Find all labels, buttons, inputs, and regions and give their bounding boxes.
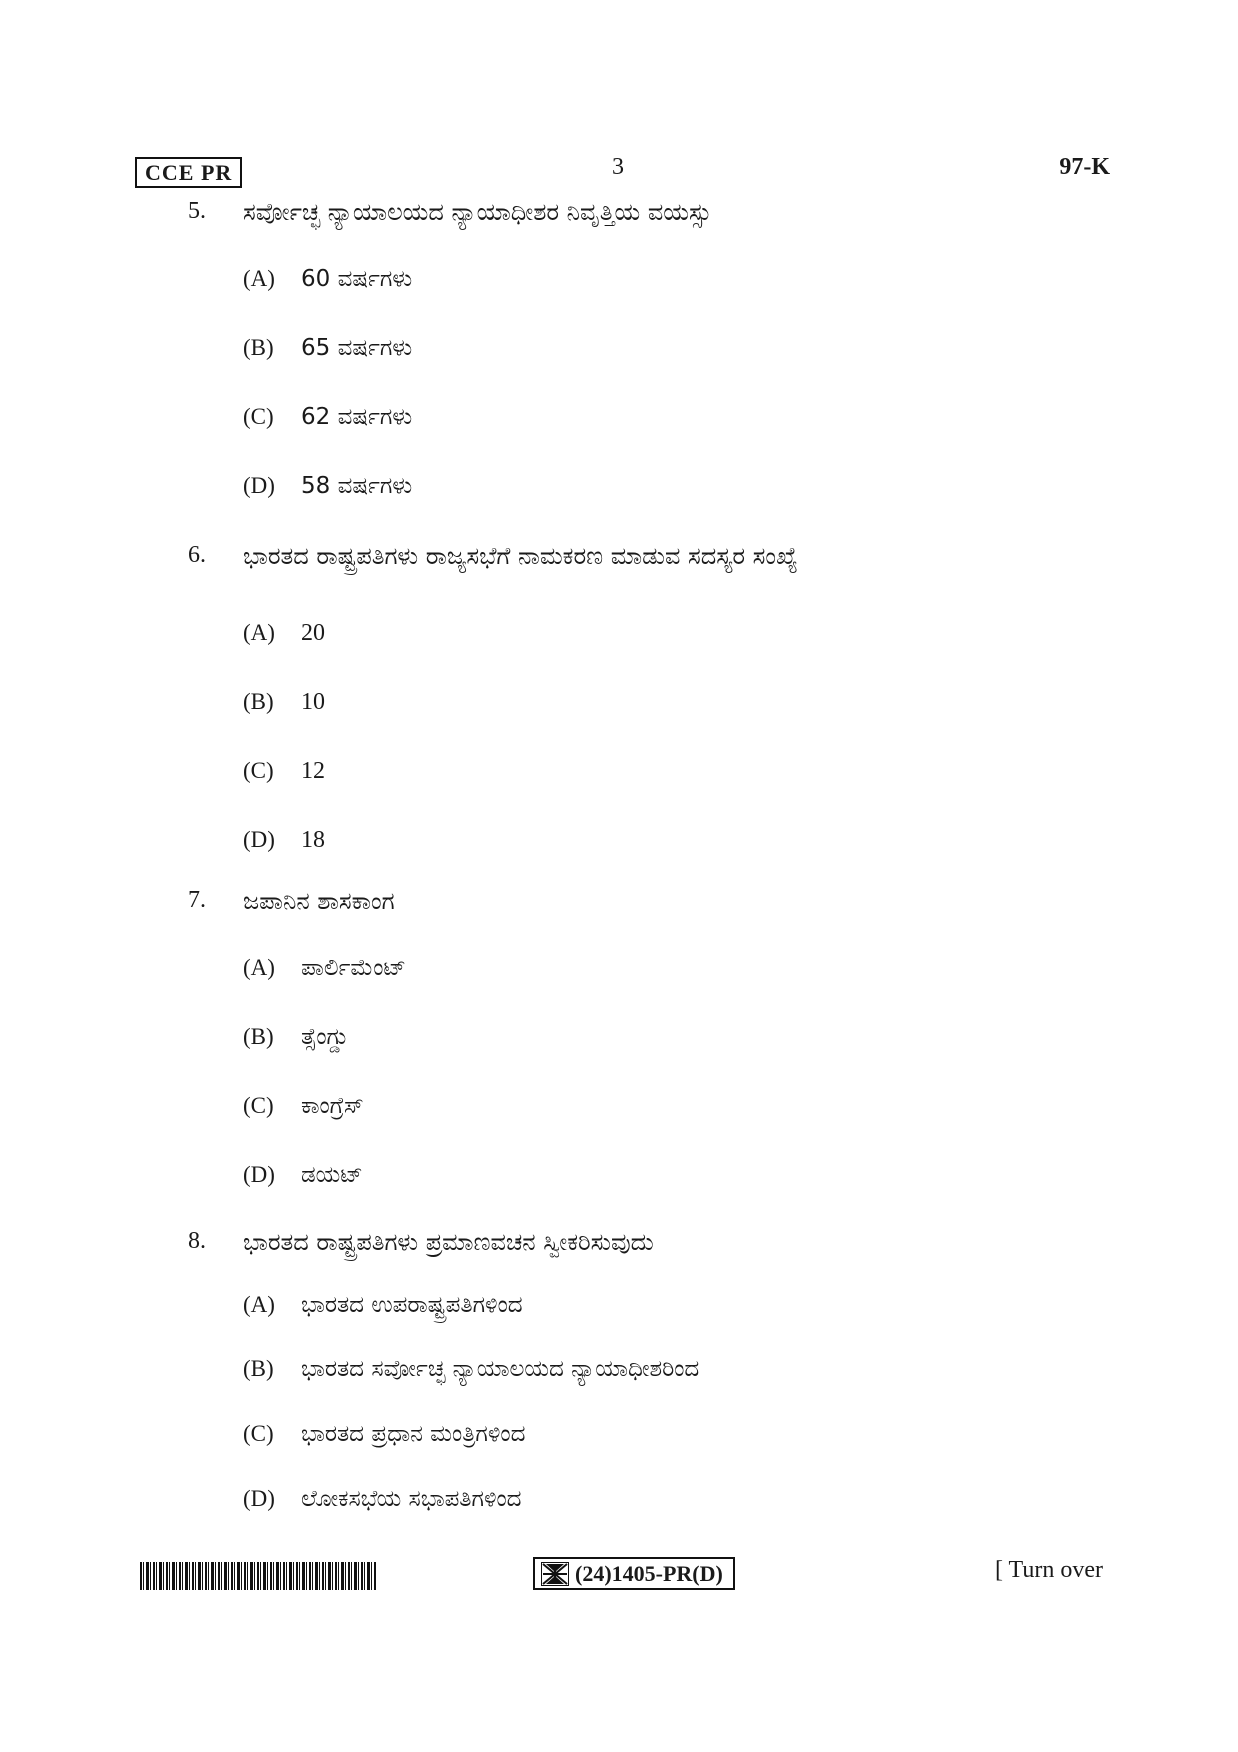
option-5c <box>0 404 1238 436</box>
booklet-emblem-icon <box>541 1562 569 1586</box>
option-5d <box>0 473 1238 505</box>
option-6b <box>0 689 1238 721</box>
option-text: ಭಾರತದ ಸರ್ವೋಚ್ಛ ನ್ಯಾಯಾಲಯದ ನ್ಯಾಯಾಧೀಶರಿಂದ <box>301 1356 700 1382</box>
option-letter: (A) <box>243 955 275 980</box>
option-letter: (D) <box>243 827 275 852</box>
paper-code: 97-K <box>1059 154 1110 180</box>
option-letter: (D) <box>243 1162 275 1187</box>
question-number: 6. <box>188 542 206 568</box>
option-letter: (B) <box>243 1024 274 1049</box>
option-text: ತ್ಸೆಂಗ್ಡು <box>301 1024 349 1050</box>
option-6a <box>0 620 1238 652</box>
question-text: ಭಾರತದ ರಾಷ್ಟ್ರಪತಿಗಳು ರಾಜ್ಯಸಭೆಗೆ ನಾಮಕರಣ ಮಾಡುವ ಸದಸ್ಯರ ಸಂಖ್ಯೆ <box>243 542 798 570</box>
option-7d <box>0 1162 1238 1194</box>
option-text: 10 <box>301 689 325 715</box>
question-text: ಸರ್ವೋಚ್ಛ ನ್ಯಾಯಾಲಯದ ನ್ಯಾಯಾಧೀಶರ ನಿವೃತ್ತಿಯ ವಯಸ್ಸು <box>243 198 712 226</box>
option-text: ಭಾರತದ ಪ್ರಧಾನ ಮಂತ್ರಿಗಳಿಂದ <box>301 1421 526 1447</box>
question-text: ಭಾರತದ ರಾಷ್ಟ್ರಪತಿಗಳು ಪ್ರಮಾಣವಚನ ಸ್ವೀಕರಿಸುವುದು <box>243 1228 654 1256</box>
option-letter: (C) <box>243 404 274 429</box>
booklet-code-box <box>533 1557 735 1590</box>
option-text: ಲೋಕಸಭೆಯ ಸಭಾಪತಿಗಳಿಂದ <box>301 1486 522 1512</box>
option-letter: (A) <box>243 620 275 645</box>
option-letter: (C) <box>243 758 274 783</box>
option-8d <box>0 1486 1238 1518</box>
option-text: 62 ವರ್ಷಗಳು <box>301 404 413 430</box>
option-text: 18 <box>301 827 325 853</box>
option-6d <box>0 827 1238 859</box>
option-7a <box>0 955 1238 987</box>
option-text: 20 <box>301 620 325 646</box>
option-letter: (B) <box>243 689 274 714</box>
option-letter: (B) <box>243 1356 274 1381</box>
option-text: 65 ವರ್ಷಗಳು <box>301 335 413 361</box>
option-7b <box>0 1024 1238 1056</box>
booklet-code: (24)1405-PR(D) <box>575 1561 723 1586</box>
question-number: 8. <box>188 1228 206 1254</box>
option-6c <box>0 758 1238 790</box>
option-letter: (B) <box>243 335 274 360</box>
option-8b <box>0 1356 1238 1388</box>
option-5a <box>0 266 1238 298</box>
option-8a <box>0 1292 1238 1324</box>
option-letter: (C) <box>243 1093 274 1118</box>
option-8c <box>0 1421 1238 1453</box>
barcode <box>140 1562 376 1590</box>
option-text: 12 <box>301 758 325 784</box>
option-letter: (D) <box>243 1486 275 1511</box>
turn-over-label: [ Turn over <box>994 1557 1103 1583</box>
option-7c <box>0 1093 1238 1125</box>
option-letter: (C) <box>243 1421 274 1446</box>
question-number: 7. <box>188 887 206 913</box>
option-letter: (D) <box>243 473 275 498</box>
header-subject-code: CCE PR <box>135 157 242 188</box>
option-text: 58 ವರ್ಷಗಳು <box>301 473 413 499</box>
option-text: ಭಾರತದ ಉಪರಾಷ್ಟ್ರಪತಿಗಳಿಂದ <box>301 1292 523 1318</box>
option-letter: (A) <box>243 266 275 291</box>
option-letter: (A) <box>243 1292 275 1317</box>
question-text: ಜಪಾನಿನ ಶಾಸಕಾಂಗ <box>243 887 395 915</box>
option-text: 60 ವರ್ಷಗಳು <box>301 266 413 292</box>
option-text: ಡಯಟ್ <box>301 1162 363 1188</box>
option-5b <box>0 335 1238 367</box>
option-text: ಕಾಂಗ್ರೆಸ್ <box>301 1093 364 1119</box>
page-number: 3 <box>612 154 624 180</box>
question-number: 5. <box>188 198 206 224</box>
option-text: ಪಾರ್ಲಿಮೆಂಟ್ <box>301 955 406 981</box>
